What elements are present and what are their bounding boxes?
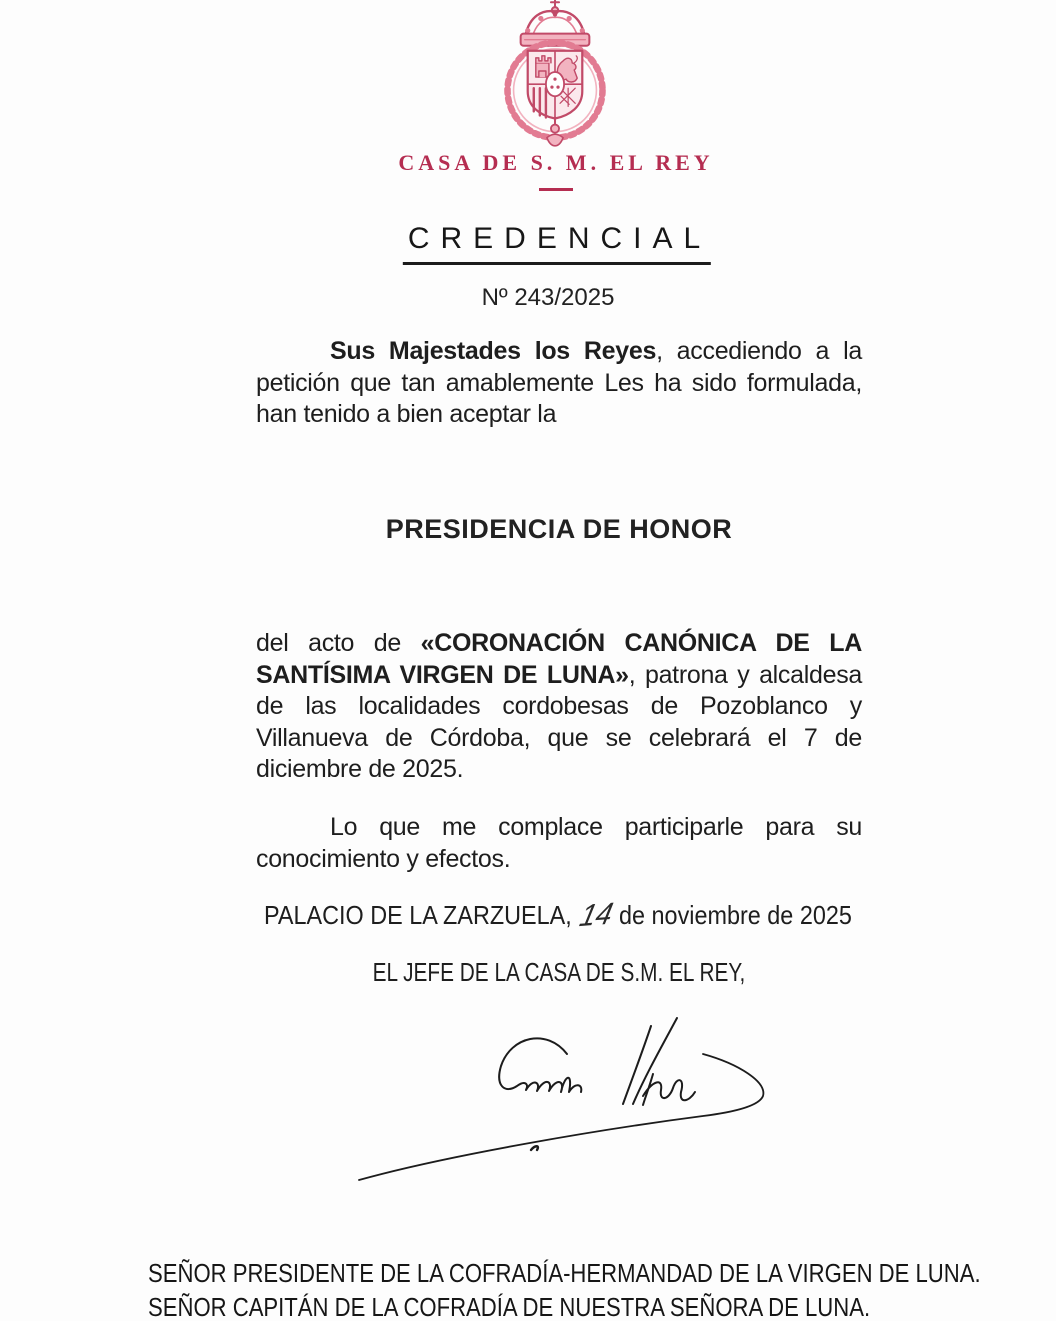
- recipient-line-2: SEÑOR CAPITÁN DE LA COFRADÍA DE NUESTRA SEÑORA DE LUNA.: [148, 1292, 871, 1321]
- date-suffix: de noviembre de 2025: [619, 900, 852, 930]
- recipient-block: [148, 1256, 981, 1321]
- paragraph-coronacion-rest: , patrona y alcaldesa de las localidades cordobesas de Pozoblanco y Villanueva de Córdoba, que se celebrará el 7 de diciembre de 2025.: [256, 660, 863, 783]
- signatory-title: EL JEFE DE LA CASA DE S.M. EL REY,: [372, 957, 746, 987]
- honor-heading: PRESIDENCIA DE HONOR: [385, 514, 733, 544]
- place-prefix: PALACIO DE LA ZARZUELA,: [264, 900, 572, 930]
- paragraph-coronacion-bold: «CORONACIÓN CANÓNICA DE LA SANTÍSIMA VIRGEN DE LUNA»: [256, 629, 862, 689]
- paragraph-coronacion: [256, 628, 862, 786]
- paragraph-majestades: [256, 336, 862, 431]
- paragraph-majestades-bold: Sus Majestades los Reyes: [330, 337, 657, 365]
- handwritten-day: 14: [576, 895, 617, 934]
- paragraph-complace: Lo que me complace participarle para su conocimiento y efectos.: [256, 813, 862, 873]
- paragraph-majestades-rest: , accediendo a la petición que tan amablemente Les ha sido formulada, han tenido a bien aceptar la: [256, 337, 862, 428]
- spanish-royal-coat-of-arms-icon: [459, 0, 651, 148]
- document-title: CREDENCIAL: [403, 222, 711, 265]
- signature-handwriting: [335, 1010, 797, 1192]
- place-date-line: [264, 896, 852, 932]
- document-number: Nº 243/2025: [481, 284, 615, 311]
- org-name: CASA DE S. M. EL REY: [398, 150, 714, 175]
- paragraph-coronacion-lead: del acto de: [256, 629, 421, 657]
- recipient-line-1: SEÑOR PRESIDENTE DE LA COFRADÍA-HERMANDAD DE LA VIRGEN DE LUNA.: [148, 1258, 981, 1288]
- org-name-rule: [539, 188, 573, 191]
